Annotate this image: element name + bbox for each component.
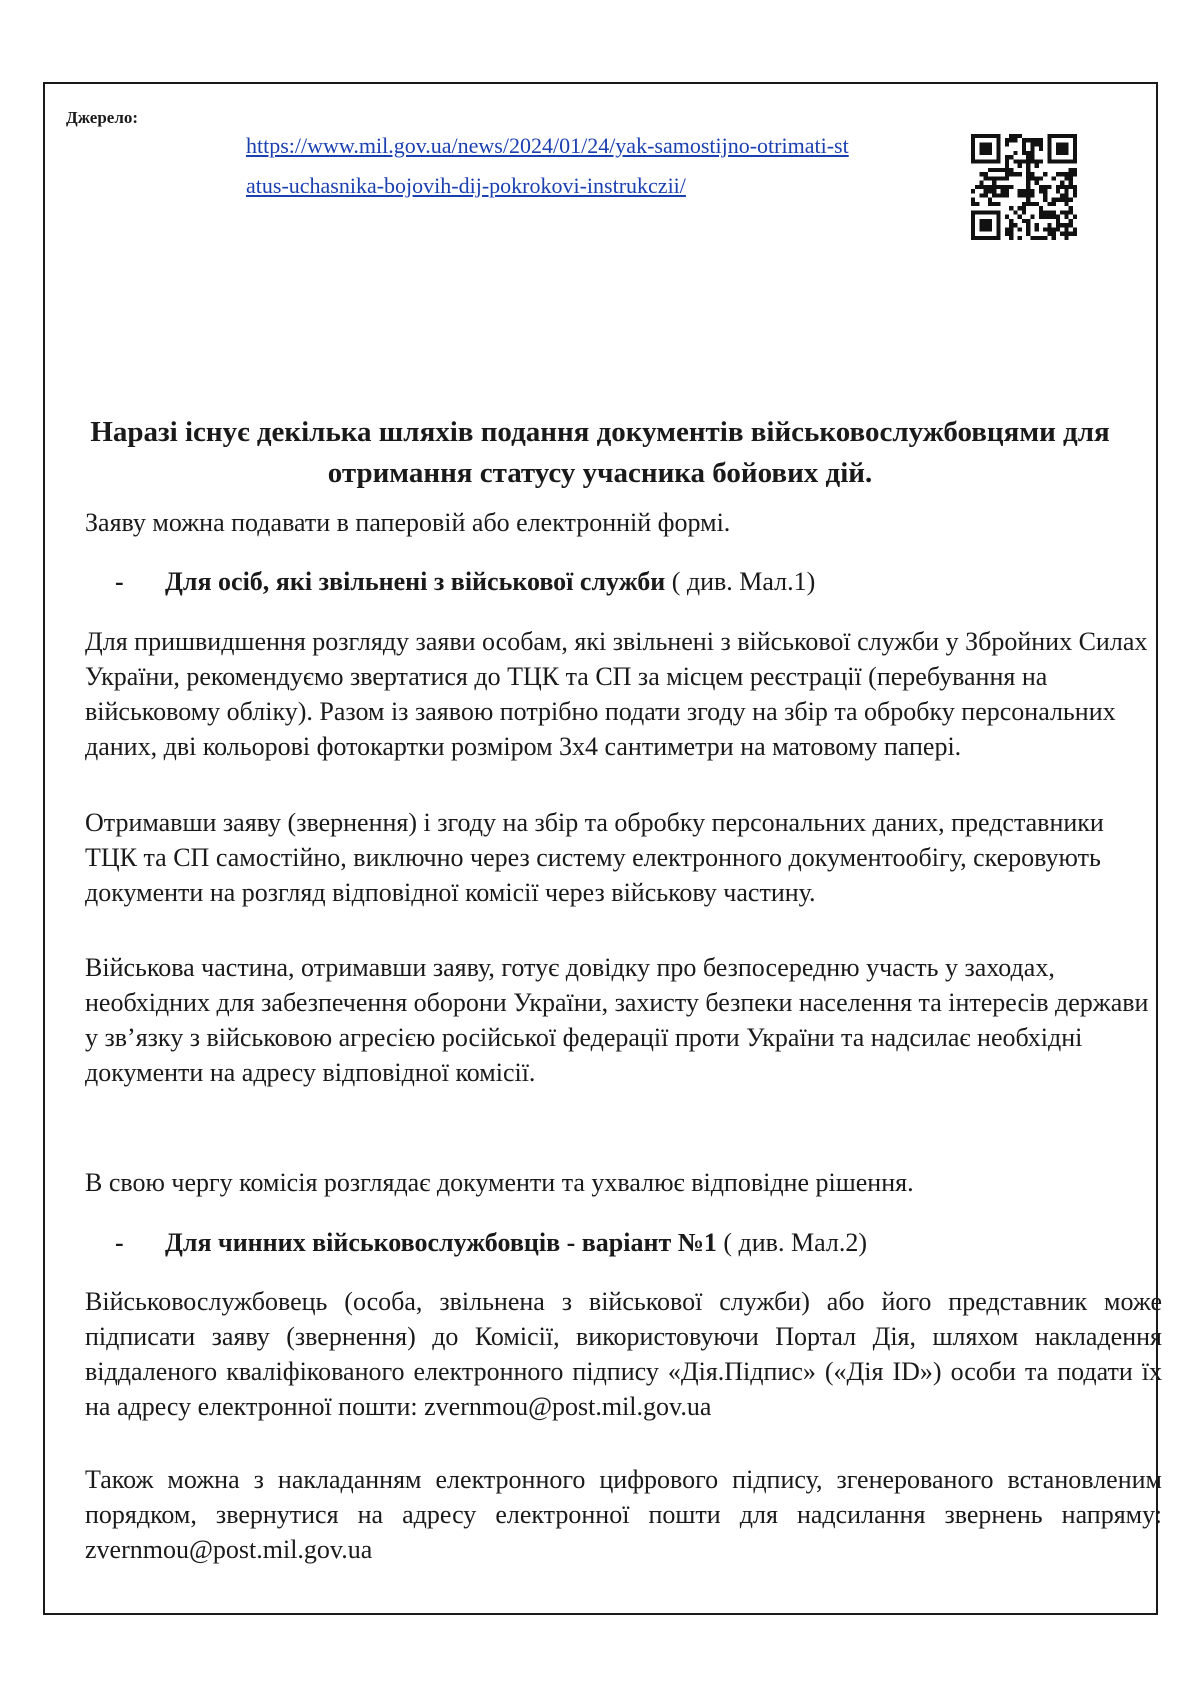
bullet-dash: - <box>115 1228 124 1257</box>
source-link[interactable]: https://www.mil.gov.ua/news/2024/01/24/yak-samostijno-otrimati-status-uchasnika-bojovih-dij-pokrokovi-instrukczii/ <box>246 133 849 198</box>
paragraph-1: Для пришвидшення розгляду заяви особам, які звільнені з військової служби у Збройних Силах України, рекомендуємо звертатися до ТЦК та СП за місцем реєстрації (перебування на військовому обліку). Разом із заявою потрібно подати згоду на збір та обробку персональних даних, дві кольорові фотокартки розміром 3х4 сантиметри на матовому папері. <box>85 627 1148 761</box>
bullet-item-retired <box>115 564 815 599</box>
paragraph-4: В свою чергу комісія розглядає документи та ухвалює відповідне рішення. <box>85 1168 914 1197</box>
bullet-note: ( див. Мал.2) <box>716 1228 867 1257</box>
page-title: Наразі існує декілька шляхів подання документів військовослужбовцями для отримання статусу учасника бойових дій. <box>90 416 1110 489</box>
paragraph-2: Отримавши заяву (звернення) і згоду на збір та обробку персональних даних, представники ТЦК та СП самостійно, виключно через систему електронного документообігу, скеровують документи на розгляд відповідної комісії через військову частину. <box>85 808 1104 907</box>
bullet-note: ( див. Мал.1) <box>665 567 816 596</box>
paragraph-5: Військовослужбовець (особа, звільнена з військової служби) або його представник може підписати заяву (звернення) до Комісії, використовуючи Портал Дія, шляхом накладення віддаленого кваліфікованого електронного підпису «Дія.Підпис» («Дія ID») особи та подати їх на адресу електронної пошти: zvernmou@post.mil.gov.ua <box>85 1287 1162 1421</box>
bullet-dash: - <box>115 567 124 596</box>
bullet-item-active <box>115 1225 867 1260</box>
bullet-title: Для чинних військовослужбовців - варіант №1 <box>165 1228 717 1257</box>
paragraph-6: Також можна з накладанням електронного цифрового підпису, згенерованого встановленим порядком, звернутися на адресу електронної пошти для надсилання звернень напряму: zvernmou@post.mil.gov.ua <box>85 1465 1162 1564</box>
intro-paragraph: Заяву можна подавати в паперовій або електронній формі. <box>85 508 731 537</box>
qr-code-icon <box>971 134 1077 240</box>
paragraph-3: Військова частина, отримавши заяву, готує довідку про безпосередню участь у заходах, необхідних для забезпечення оборони України, захисту безпеки населення та інтересів держави у зв’язку з військовою агресією російської федерації проти України та надсилає необхідні документи на адресу відповідної комісії. <box>85 953 1149 1087</box>
source-label: Джерело: <box>66 108 139 127</box>
bullet-title: Для осіб, які звільнені з військової служби <box>165 567 666 596</box>
